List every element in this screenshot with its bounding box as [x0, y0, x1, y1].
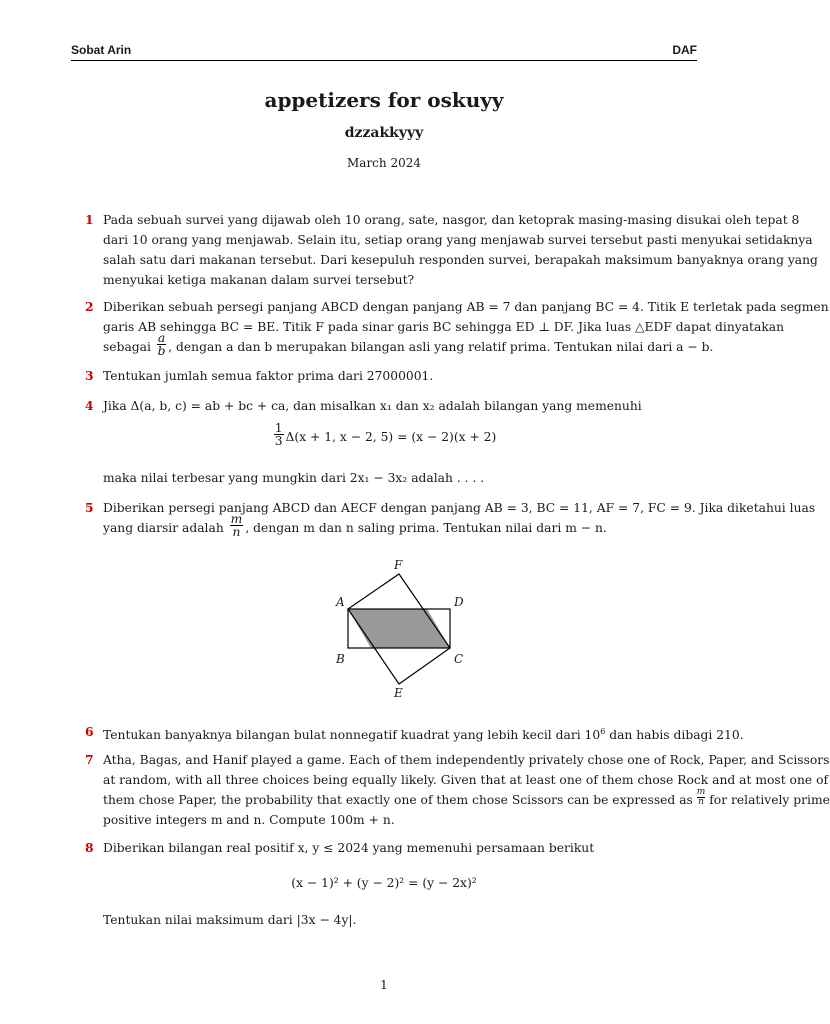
problem-text-line: Jika Δ(a, b, c) = ab + bc + ca, dan misalkan x₁ dan x₂ adalah bilangan yang memenuhi — [103, 399, 642, 413]
problem-5 — [85, 498, 816, 539]
problem-text-line: menyukai ketiga makanan dalam survei tersebut? — [103, 273, 415, 287]
text-fragment: Tentukan banyaknya bilangan bulat nonnegatif kuadrat yang lebih kecil dari 10 — [103, 728, 601, 743]
document-author: dzzakkyyy — [344, 125, 424, 141]
label-E: E — [394, 686, 403, 700]
problem-text-line — [103, 512, 697, 539]
document-date: March 2024 — [347, 156, 421, 170]
fraction-numerator: m — [696, 787, 706, 797]
problem-text-line — [103, 722, 744, 745]
text-fragment: for relatively prime — [705, 793, 830, 807]
header-left: Sobat Arin — [71, 43, 132, 57]
problem-text-line: Tentukan nilai maksimum dari |3x − 4y|. — [103, 913, 357, 927]
problem-2 — [85, 297, 829, 358]
problem-text-line: Pada sebuah survei yang dijawab oleh 10 orang, sate, nasgor, dan ketoprak masing-masing disukai oleh tepat 8 — [103, 213, 800, 227]
fraction-denominator: n — [232, 525, 241, 539]
fraction-denominator: b — [157, 344, 166, 358]
problem-text-line: Diberikan bilangan real positif x, y ≤ 2024 yang memenuhi persamaan berikut — [103, 841, 595, 855]
problem-3 — [85, 366, 697, 386]
problem-text-line: Atha, Bagas, and Hanif played a game. Each of them independently privately chose one of Rock, Paper, and Scissors — [103, 753, 830, 767]
problem-number: 6 — [85, 724, 94, 739]
problem-4 — [85, 396, 697, 416]
fraction-numerator: a — [157, 331, 166, 345]
equation-problem-8 — [0, 876, 768, 890]
text-fragment: them chose Paper, the probability that exactly one of them chose Scissors can be expressed as — [103, 793, 693, 807]
problem-text-line: maka nilai terbesar yang mungkin dari 2x₁ − 3x₂ adalah . . . . — [103, 471, 485, 485]
fraction-numerator: 1 — [274, 421, 283, 435]
text-fragment: , dengan m dan n saling prima. Tentukan nilai dari m − n. — [245, 521, 607, 535]
problem-number: 7 — [85, 752, 94, 767]
equation-text: Δ(x + 1, x − 2, 5) = (x − 2)(x + 2) — [285, 430, 497, 444]
exponent: 6 — [600, 727, 606, 736]
problem-number: 1 — [85, 212, 94, 227]
equation-text: (x − 1)² + (y − 2)² = (y − 2x)² — [291, 876, 477, 890]
problem-number: 3 — [85, 368, 94, 383]
fraction-denominator: n — [698, 797, 704, 807]
problem-text-line: Diberikan sebuah persegi panjang ABCD dengan panjang AB = 7 dan panjang BC = 4. Titik E terletak pada segmen — [103, 300, 829, 314]
problem-number: 8 — [85, 840, 94, 855]
label-F: F — [394, 558, 403, 572]
problem-text-line — [103, 331, 714, 358]
shaded-region — [348, 609, 450, 648]
page-header — [71, 42, 697, 61]
problem-text-line: Tentukan jumlah semua faktor prima dari 27000001. — [103, 369, 434, 383]
problem-8 — [85, 838, 697, 858]
text-fragment: , dengan a dan b merupakan bilangan asli yang relatif prima. Tentukan nilai dari a − b. — [168, 340, 714, 354]
problem-text-line: garis AB sehingga BC = BE. Titik F pada sinar garis BC sehingga ED ⊥ DF. Jika luas △EDF dapat dinyatakan — [103, 320, 785, 334]
label-C: C — [454, 652, 464, 666]
fraction-one-third — [274, 422, 284, 447]
problem-text-line: dari 10 orang yang menjawab. Selain itu, setiap orang yang menjawab survei tersebut pasti menyukai setidaknya — [103, 233, 813, 247]
problem-text-line: positive integers m and n. Compute 100m + n. — [103, 813, 395, 827]
label-B: B — [336, 652, 345, 666]
problem-text-line: salah satu dari makanan tersebut. Dari kesepuluh responden survei, berapakah maksimum banyaknya orang yang — [103, 253, 818, 267]
text-fragment: dan habis dibagi 210. — [605, 728, 744, 743]
equation-problem-4 — [0, 421, 768, 448]
header-right: DAF — [672, 43, 697, 57]
problem-4-continued — [103, 468, 697, 488]
problem-6 — [85, 722, 744, 745]
problem-1 — [85, 210, 818, 290]
document-title: appetizers for oskuyy — [264, 88, 504, 112]
problem-text-line: Diberikan persegi panjang ABCD dan AECF dengan panjang AB = 3, BC = 11, AF = 7, FC = 9. Jika diketahui luas — [103, 501, 816, 515]
label-D: D — [454, 595, 464, 609]
text-fragment: yang diarsir adalah — [103, 521, 224, 535]
fraction-m-over-n — [230, 513, 244, 538]
text-fragment: sebagai — [103, 340, 151, 354]
problem-text-line — [103, 787, 830, 810]
fraction-denominator: 3 — [274, 434, 283, 448]
fraction-a-over-b — [157, 332, 166, 357]
label-A: A — [336, 595, 345, 609]
page-number: 1 — [380, 978, 388, 992]
problem-text-line: at random, with all three choices being equally likely. Given that at least one of them chose Rock and at most one of — [103, 773, 829, 787]
problem-7 — [85, 750, 830, 830]
fraction-numerator: m — [230, 512, 243, 526]
problem-8-continued — [103, 910, 697, 930]
problem-number: 5 — [85, 500, 94, 515]
problem-number: 2 — [85, 299, 94, 314]
geometry-figure — [320, 550, 480, 710]
problem-number: 4 — [85, 398, 94, 413]
